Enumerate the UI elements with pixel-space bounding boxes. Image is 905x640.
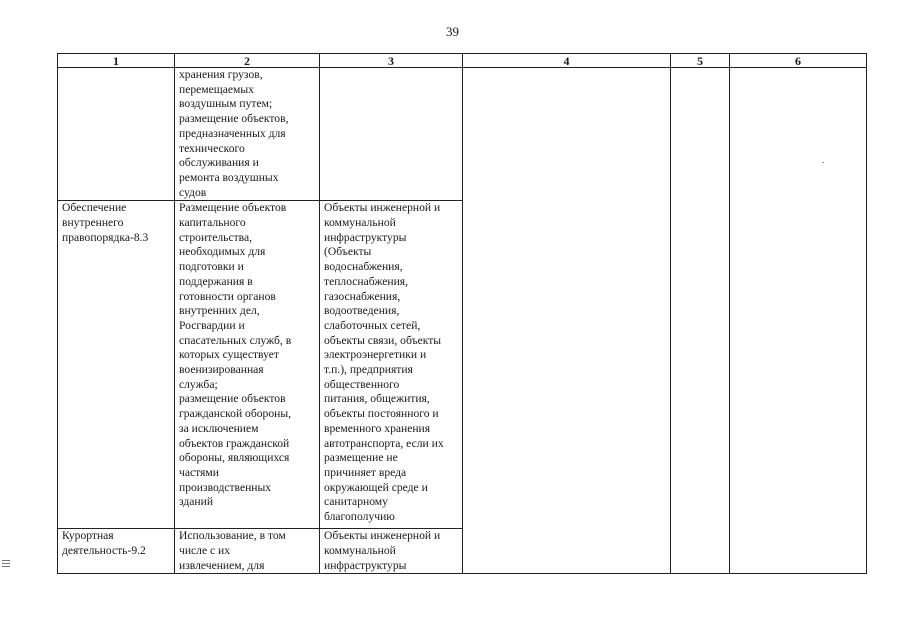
description-cell: Размещение объектов капитального строительства, необходимых для подготовки и поддержания в готовности органов внутренних дел, Росгвардии и спасательных служб, в которых существует военизированная служба; размещение объектов гражданской обороны, за исключением объектов гражданской обороны, являющихся частями производственных зданий <box>175 201 320 529</box>
column-header: 2 <box>175 54 320 68</box>
scan-speck <box>822 162 824 163</box>
description-cell: Использование, в том числе с их извлечением, для <box>175 529 320 574</box>
column-header: 6 <box>730 54 867 68</box>
column-header: 3 <box>320 54 463 68</box>
margin-scan-mark <box>2 560 10 574</box>
land-use-table <box>57 53 867 574</box>
auxiliary-uses-cell: Объекты инженерной и коммунальной инфраструктуры <box>320 529 463 574</box>
auxiliary-uses-cell <box>320 68 463 201</box>
land-use-type-cell <box>58 68 175 201</box>
page-number: 39 <box>446 24 459 39</box>
table-header-row <box>58 54 867 68</box>
column-5-cell <box>671 68 730 574</box>
column-header: 5 <box>671 54 730 68</box>
column-header: 4 <box>463 54 671 68</box>
description-cell: хранения грузов, перемещаемых воздушным путем; размещение объектов, предназначенных для технического обслуживания и ремонта воздушных судов <box>175 68 320 201</box>
column-6-cell <box>730 68 867 574</box>
table-row <box>58 68 867 201</box>
column-header: 1 <box>58 54 175 68</box>
auxiliary-uses-cell: Объекты инженерной и коммунальной инфраструктуры (Объекты водоснабжения, теплоснабжения, газоснабжения, водоотведения, слаботочных сетей, объекты связи, объекты электроэнергетики и т.п.), предприятия общественного питания, общежития, объекты постоянного и временного хранения автотранспорта, если их размещение не причиняет вреда окружающей среде и санитарному благополучию <box>320 201 463 529</box>
land-use-type-cell: Курортная деятельность-9.2 <box>58 529 175 574</box>
land-use-type-cell: Обеспечение внутреннего правопорядка-8.3 <box>58 201 175 529</box>
column-4-cell <box>463 68 671 574</box>
